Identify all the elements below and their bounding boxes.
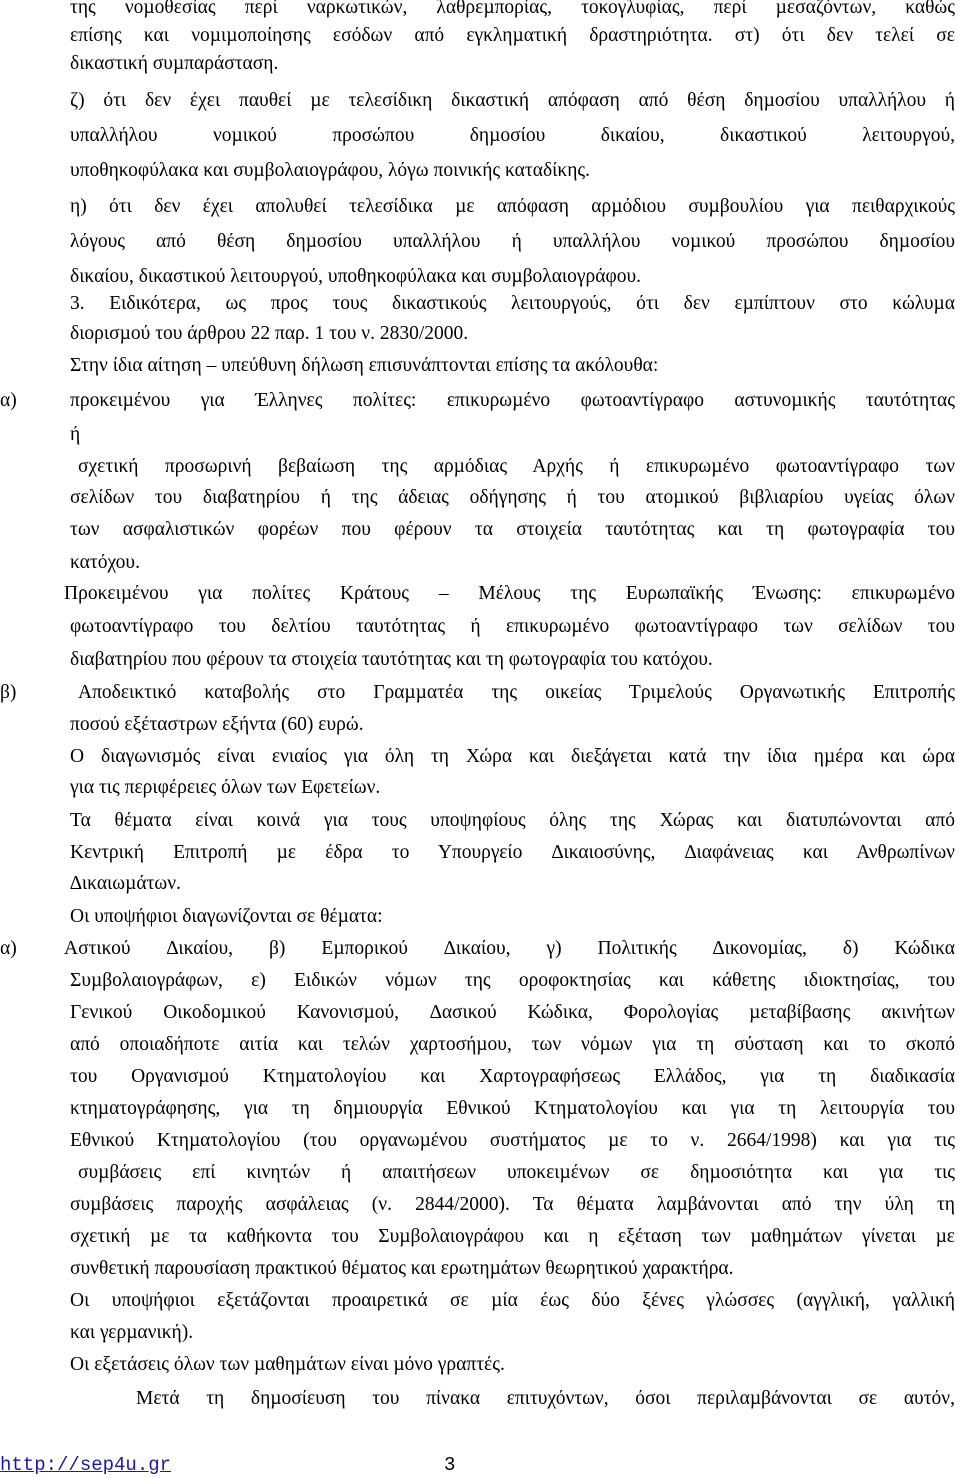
text-line: και γερµανική). xyxy=(70,1322,194,1343)
text-line: ποσού εξέταστρων εξήντα (60) ευρώ. xyxy=(70,714,364,735)
text-line: του Οργανισµού Κτηµατολογίου και Χαρτογραφήσεως Ελλάδος, για τη διαδικασία xyxy=(70,1066,955,1087)
list-label-beta: β) xyxy=(0,682,17,703)
text-line: Ο διαγωνισµός είναι ενιαίος για όλη τη Χώρα και διεξάγεται κατά την ίδια ηµέρα και ώρα xyxy=(70,746,955,767)
text-line: κατόχου. xyxy=(70,552,140,573)
text-line: των ασφαλιστικών φορέων που φέρουν τα στοιχεία ταυτότητας και τη φωτογραφία του xyxy=(70,519,955,540)
text-line: της νοµοθεσίας περί ναρκωτικών, λαθρεµπορίας, τοκογλυφίας, περί µεσαζόντων, καθώς xyxy=(70,0,955,18)
text-line: κτηµατογράφησης, για τη δηµιουργία Εθνικού Κτηµατολογίου και για τη λειτουργία του xyxy=(70,1098,955,1119)
text-line: λόγους από θέση δηµοσίου υπαλλήλου ή υπαλλήλου νοµικού προσώπου δηµοσίου xyxy=(70,231,955,252)
text-line: σελίδων του διαβατηρίου ή της άδειας οδήγησης ή του ατοµικού βιβλιαρίου υγείας όλων xyxy=(70,487,955,508)
text-line: Γενικού Οικοδοµικού Κανονισµού, ∆ασικού Κώδικα, Φορολογίας µεταβίβασης ακινήτων xyxy=(70,1002,955,1023)
text-line: ή xyxy=(70,424,81,445)
text-line: 3. Ειδικότερα, ως προς τους δικαστικούς λειτουργούς, ότι δεν εµπίπτουν στο κώλυµα xyxy=(70,293,955,314)
text-line: Οι υποψήφιοι διαγωνίζονται σε θέµατα: xyxy=(70,906,383,927)
text-line: από οποιαδήποτε αιτία και τελών χαρτοσήµου, των νόµων για τη σύσταση και το σκοπό xyxy=(70,1034,955,1055)
text-line: προκειµένου για Έλληνες πολίτες: επικυρωµένο φωτοαντίγραφο αστυνοµικής ταυτότητας xyxy=(70,390,955,411)
text-line: συµβάσεις επί κινητών ή απαιτήσεων υποκειµένων σε δηµοσιότητα και για τις xyxy=(78,1162,955,1183)
text-line: Συµβολαιογράφων, ε) Ειδικών νόµων της οροφοκτησίας και κάθετης ιδιοκτησίας, του xyxy=(70,970,955,991)
text-line: ζ) ότι δεν έχει παυθεί µε τελεσίδικη δικαστική απόφαση από θέση δηµοσίου υπαλλήλου ή xyxy=(70,90,955,111)
text-line: ∆ικαιωµάτων. xyxy=(70,873,181,894)
text-line: Εθνικού Κτηµατολογίου (του οργανωµένου συστήµατος µε το ν. 2664/1998) και για τις xyxy=(70,1130,955,1151)
list-label-alpha: α) xyxy=(0,390,17,411)
text-line: σχετική προσωρινή βεβαίωση της αρµόδιας Αρχής ή επικυρωµένο φωτοαντίγραφο των xyxy=(78,456,955,477)
text-line: διαβατηρίου που φέρουν τα στοιχεία ταυτότητας και τη φωτογραφία του κατόχου. xyxy=(70,649,713,670)
text-line: υπαλλήλου νοµικού προσώπου δηµοσίου δικαίου, δικαστικού λειτουργού, xyxy=(70,125,955,146)
text-line: Οι υποψήφιοι εξετάζονται προαιρετικά σε µία έως δύο ξένες γλώσσες (αγγλική, γαλλική xyxy=(70,1290,955,1311)
text-line: Μετά τη δηµοσίευση του πίνακα επιτυχόντων, όσοι περιλαµβάνονται σε αυτόν, xyxy=(136,1388,955,1409)
text-line: υποθηκοφύλακα και συµβολαιογράφου, λόγω ποινικής καταδίκης. xyxy=(70,160,591,181)
text-line: για τις περιφέρειες όλων των Εφετείων. xyxy=(70,777,381,798)
text-line: διορισµού του άρθρου 22 παρ. 1 του ν. 2830/2000. xyxy=(70,323,469,344)
text-line: η) ότι δεν έχει απολυθεί τελεσίδικα µε απόφαση αρµόδιου συµβουλίου για πειθαρχικούς xyxy=(70,196,955,217)
text-line: συµβάσεις παροχής ασφάλειας (ν. 2844/2000). Τα θέµατα λαµβάνονται από την ύλη τη xyxy=(70,1194,955,1215)
text-line: Κεντρική Επιτροπή µε έδρα το Υπουργείο ∆ικαιοσύνης, ∆ιαφάνειας και Ανθρωπίνων xyxy=(70,842,955,863)
text-line: σχετική µε τα καθήκοντα του Συµβολαιογράφου και η εξέταση των µαθηµάτων γίνεται µε xyxy=(70,1226,955,1247)
text-line: φωτοαντίγραφο του δελτίου ταυτότητας ή επικυρωµένο φωτοαντίγραφο των σελίδων του xyxy=(70,616,955,637)
list-label-alpha: α) xyxy=(0,938,17,959)
text-line: δικαστική συµπαράσταση. xyxy=(70,53,279,74)
text-line: Στην ίδια αίτηση – υπεύθυνη δήλωση επισυνάπτονται επίσης τα ακόλουθα: xyxy=(70,355,659,376)
text-line: Αποδεικτικό καταβολής στο Γραµµατέα της οικείας Τριµελούς Οργανωτικής Επιτροπής xyxy=(78,682,955,703)
text-line: Προκειµένου για πολίτες Κράτους – Μέλους της Ευρωπαϊκής Ένωσης: επικυρωµένο xyxy=(64,583,955,604)
page-number: 3 xyxy=(444,1454,456,1476)
text-line: επίσης και νοµιµοποίησης εσόδων από εγκληµατική δραστηριότητα. στ) ότι δεν τελεί σε xyxy=(70,25,955,46)
text-line: συνθετική παρουσίαση πρακτικού θέµατος και ερωτηµάτων θεωρητικού χαρακτήρα. xyxy=(70,1258,734,1279)
text-line: Αστικού ∆ικαίου, β) Εµπορικού ∆ικαίου, γ) Πολιτικής ∆ικονοµίας, δ) Κώδικα xyxy=(64,938,955,959)
text-line: Τα θέµατα είναι κοινά για τους υποψηφίους όλης της Χώρας και διατυπώνονται από xyxy=(70,810,955,831)
text-line: Οι εξετάσεις όλων των µαθηµάτων είναι µόνο γραπτές. xyxy=(70,1354,505,1375)
footer-link[interactable]: http://sep4u.gr xyxy=(0,1454,172,1476)
text-line: δικαίου, δικαστικού λειτουργού, υποθηκοφύλακα και συµβολαιογράφου. xyxy=(70,266,642,287)
